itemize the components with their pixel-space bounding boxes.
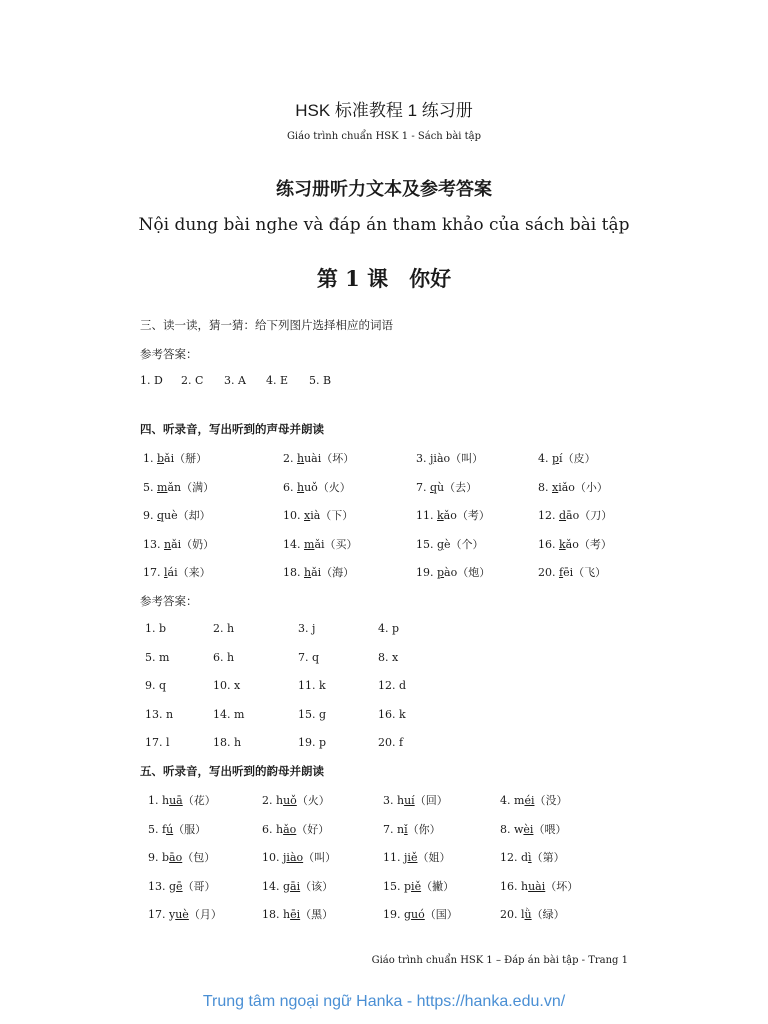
pinyin-rest: ǎi（奶）	[171, 537, 215, 551]
section4-answer-label: 参考答案：	[140, 594, 198, 608]
answer-item: 14. m	[213, 707, 245, 721]
item-number: 8.	[500, 822, 514, 836]
item-number: 12.	[538, 509, 559, 522]
item-number: 6.	[262, 822, 276, 836]
answer-item: 2. h	[213, 622, 235, 635]
item-number: 13.	[148, 879, 169, 893]
watermark-link[interactable]: Trung tâm ngoại ngữ Hanka - https://hanka.edu.vn/	[202, 993, 566, 1010]
final-exercise-item	[262, 878, 333, 894]
pinyin-initial: g	[283, 879, 291, 893]
final-exercise-item	[500, 906, 565, 922]
final-exercise-item	[262, 792, 330, 808]
answer-initial: h	[304, 566, 312, 579]
item-number: 1.	[143, 452, 157, 465]
final-exercise-item	[262, 906, 333, 922]
answer-final: uó	[411, 908, 425, 921]
answer-final: uǒ	[283, 794, 297, 807]
initial-exercise-item	[416, 564, 490, 580]
answer-item: 3. j	[298, 622, 316, 635]
answer-item: 16. k	[378, 707, 406, 721]
item-number: 9.	[143, 509, 157, 522]
initial-exercise-item	[143, 479, 214, 495]
item-number: 17.	[148, 908, 169, 921]
answer-initial: f	[559, 566, 564, 579]
item-number: 20.	[538, 566, 559, 579]
section-heading-vi: Nội dung bài nghe và đáp án tham khảo của sách bài tập	[138, 215, 630, 235]
item-number: 4.	[500, 794, 514, 807]
answer-item: 20. f	[378, 736, 404, 749]
pinyin-initial: w	[514, 822, 524, 836]
answer-final: ì	[528, 851, 532, 864]
answer-item: 18. h	[213, 736, 242, 749]
pinyin-initial: m	[514, 794, 525, 807]
answer-final: iào	[286, 851, 304, 864]
answer-item: 19. p	[298, 736, 327, 749]
item-number: 9.	[148, 851, 162, 864]
answer-final: iě	[411, 879, 422, 893]
pinyin-rest: ái（来）	[167, 566, 211, 579]
pinyin-initial: p	[404, 879, 412, 893]
item-number: 5.	[143, 480, 157, 494]
pinyin-initial: l	[521, 908, 525, 921]
pinyin-initial: n	[397, 822, 405, 836]
answer-initial: m	[304, 537, 315, 551]
item-number: 3.	[383, 794, 397, 807]
pinyin-initial: g	[169, 879, 177, 893]
answer-final: āi	[290, 879, 301, 893]
pinyin-rest: ǎi（买）	[314, 537, 358, 551]
final-exercise-item	[148, 906, 222, 922]
character-hint: （国）	[424, 908, 458, 921]
answer-item: 7. q	[298, 650, 320, 664]
item-number: 16.	[500, 879, 521, 893]
answer-initial: g	[437, 537, 445, 551]
pinyin-rest: í（皮）	[559, 452, 596, 465]
answer-initial: l	[164, 566, 168, 579]
character-hint: （回）	[414, 794, 448, 807]
character-hint: （该）	[300, 879, 334, 893]
pinyin-initial: d	[521, 851, 529, 864]
item-number: 8.	[538, 480, 552, 494]
answer-initial: m	[157, 480, 168, 494]
item-number: 7.	[416, 480, 430, 494]
initial-exercise-item	[283, 450, 354, 466]
item-number: 15.	[383, 879, 404, 893]
answer-initial: h	[297, 480, 305, 494]
pinyin-initial: b	[162, 851, 170, 864]
pinyin-rest: ào（炮）	[444, 566, 491, 579]
section5-title: 五、听录音，写出听到的韵母并朗读	[140, 764, 324, 778]
answer-item: 4. p	[378, 622, 400, 635]
pinyin-rest: uè（却）	[164, 509, 211, 522]
character-hint: （火）	[296, 794, 330, 807]
page-subtitle: Giáo trình chuẩn HSK 1 - Sách bài tập	[286, 131, 482, 142]
answer-initial: p	[437, 566, 445, 579]
answer-final: ǜ	[524, 908, 532, 921]
answer-item: 1. b	[145, 622, 167, 635]
pinyin-rest: ēi（飞）	[563, 566, 607, 579]
pinyin-rest: ǎo（考）	[565, 537, 612, 551]
item-number: 14.	[283, 537, 304, 551]
answer-initial: q	[430, 480, 438, 494]
initial-exercise-item	[538, 536, 612, 552]
final-exercise-item	[383, 878, 454, 894]
answer-initial: j	[430, 452, 434, 465]
pinyin-initial: h	[397, 794, 405, 807]
initial-exercise-item	[283, 507, 353, 523]
pinyin-initial: f	[162, 822, 167, 836]
character-hint: （没）	[534, 794, 568, 807]
initial-exercise-item	[416, 450, 483, 466]
answer-final: ēi	[290, 908, 301, 921]
item-number: 10.	[283, 509, 304, 522]
final-exercise-item	[500, 849, 565, 865]
pinyin-rest: uài（坏）	[304, 452, 355, 465]
final-exercise-item	[262, 821, 329, 837]
section4-title: 四、听录音，写出听到的声母并朗读	[140, 422, 324, 436]
initial-exercise-item	[416, 507, 490, 523]
pinyin-initial: h	[162, 794, 170, 807]
answer-item: 11. k	[298, 679, 326, 692]
pinyin-initial: g	[404, 908, 412, 921]
pinyin-rest: ià（下）	[310, 509, 354, 522]
final-exercise-item	[148, 821, 206, 837]
section3-answer: 3. A	[224, 374, 246, 387]
character-hint: （黑）	[300, 908, 334, 921]
answer-initial: n	[164, 537, 172, 551]
character-hint: （姐）	[417, 851, 451, 864]
answer-final: uè	[175, 908, 189, 921]
pinyin-initial: h	[276, 822, 284, 836]
character-hint: （坏）	[545, 879, 579, 893]
item-number: 3.	[416, 452, 430, 465]
item-number: 20.	[500, 908, 521, 921]
final-exercise-item	[500, 878, 578, 894]
answer-initial: d	[559, 509, 567, 522]
answer-initial: q	[157, 509, 165, 522]
character-hint: （好）	[296, 822, 330, 836]
pinyin-rest: iào（叫）	[433, 452, 484, 465]
item-number: 11.	[383, 851, 404, 864]
answer-final: ǎo	[283, 822, 297, 836]
pinyin-initial: h	[283, 908, 291, 921]
answer-initial: x	[552, 480, 559, 494]
answer-item: 15. g	[298, 707, 327, 721]
final-exercise-item	[148, 792, 216, 808]
section3-title: 三、读一读，猜一猜：给下列图片选择相应的词语	[140, 318, 393, 332]
character-hint: （撇）	[421, 879, 455, 893]
pinyin-rest: āo（刀）	[566, 509, 613, 522]
final-exercise-item	[262, 849, 336, 865]
item-number: 19.	[416, 566, 437, 579]
initial-exercise-item	[538, 450, 596, 466]
answer-item: 9. q	[145, 679, 167, 692]
initial-exercise-item	[416, 479, 477, 495]
character-hint: （绿）	[531, 908, 565, 921]
character-hint: （喂）	[533, 822, 567, 836]
character-hint: （服）	[173, 822, 207, 836]
initial-exercise-item	[143, 507, 211, 523]
answer-final: uí	[404, 794, 415, 807]
section3-answer-label: 参考答案：	[140, 347, 198, 361]
section3-answer: 2. C	[181, 374, 204, 387]
pinyin-initial: j	[404, 851, 408, 864]
pinyin-rest: uǒ（火）	[304, 480, 351, 494]
initial-exercise-item	[143, 450, 207, 466]
answer-item: 10. x	[213, 679, 241, 692]
final-exercise-item	[500, 792, 567, 808]
character-hint: （叫）	[303, 851, 337, 864]
initial-exercise-item	[538, 507, 612, 523]
pinyin-rest: è（个）	[444, 537, 484, 551]
answer-final: éi	[524, 794, 535, 807]
answer-initial: h	[297, 452, 305, 465]
item-number: 13.	[143, 537, 164, 551]
item-number: 6.	[283, 480, 297, 494]
pinyin-rest: iǎo（小）	[558, 480, 608, 494]
character-hint: （包）	[182, 851, 216, 864]
initial-exercise-item	[538, 479, 608, 495]
item-number: 2.	[262, 794, 276, 807]
answer-final: iě	[407, 851, 418, 864]
final-exercise-item	[500, 821, 566, 837]
section3-answer: 5. B	[309, 374, 332, 387]
answer-final: uā	[169, 794, 183, 807]
initial-exercise-item	[416, 536, 484, 552]
item-number: 5.	[148, 822, 162, 836]
section3-answer: 1. D	[140, 374, 163, 387]
answer-final: ē	[176, 879, 183, 893]
answer-initial: p	[552, 452, 560, 465]
final-exercise-item	[383, 792, 448, 808]
pinyin-initial: h	[521, 879, 529, 893]
pinyin-rest: ǎo（考）	[443, 509, 490, 522]
answer-initial: k	[559, 537, 566, 551]
item-number: 18.	[262, 908, 283, 921]
initial-exercise-item	[283, 564, 354, 580]
character-hint: （花）	[182, 794, 216, 807]
item-number: 15.	[416, 537, 437, 551]
answer-item: 8. x	[378, 650, 399, 664]
answer-initial: x	[304, 509, 311, 522]
answer-final: uài	[528, 879, 546, 893]
initial-exercise-item	[143, 536, 214, 552]
initial-exercise-item	[538, 564, 606, 580]
page-title: HSK 标准教程 1 练习册	[295, 101, 473, 120]
item-number: 12.	[500, 851, 521, 864]
final-exercise-item	[383, 906, 458, 922]
pinyin-initial: j	[283, 851, 287, 864]
pinyin-initial: y	[169, 908, 176, 921]
initial-exercise-item	[283, 479, 351, 495]
character-hint: （第）	[531, 851, 565, 864]
item-number: 4.	[538, 452, 552, 465]
final-exercise-item	[148, 878, 216, 894]
character-hint: （你）	[407, 822, 441, 836]
answer-initial: b	[157, 452, 165, 465]
pinyin-initial: h	[276, 794, 284, 807]
item-number: 10.	[262, 851, 283, 864]
answer-item: 5. m	[145, 650, 170, 664]
character-hint: （哥）	[182, 879, 216, 893]
answer-item: 17. l	[145, 736, 170, 749]
pinyin-rest: ǎn（满）	[167, 480, 215, 494]
answer-item: 13. n	[145, 707, 174, 721]
lesson-title: 第 1 课 你好	[316, 266, 452, 291]
item-number: 14.	[262, 879, 283, 893]
page-footer: Giáo trình chuẩn HSK 1 – Đáp án bài tập - Trang 1	[371, 955, 628, 966]
pinyin-rest: ù（去）	[437, 480, 478, 494]
answer-final: āo	[169, 851, 183, 864]
character-hint: （月）	[188, 908, 222, 921]
initial-exercise-item	[143, 564, 211, 580]
answer-final: ú	[166, 822, 174, 836]
answer-initial: k	[437, 509, 444, 522]
item-number: 16.	[538, 537, 559, 551]
item-number: 18.	[283, 566, 304, 579]
pinyin-rest: ǎi（海）	[311, 566, 355, 579]
section-heading: 练习册听力文本及参考答案	[276, 179, 492, 200]
answer-item: 12. d	[378, 679, 407, 692]
item-number: 17.	[143, 566, 164, 579]
item-number: 7.	[383, 822, 397, 836]
item-number: 2.	[283, 452, 297, 465]
pinyin-rest: ǎi（掰）	[164, 452, 208, 465]
item-number: 19.	[383, 908, 404, 921]
section3-answer: 4. E	[266, 374, 289, 387]
item-number: 11.	[416, 509, 437, 522]
final-exercise-item	[383, 849, 450, 865]
final-exercise-item	[383, 821, 441, 837]
answer-final: ǐ	[404, 822, 408, 836]
answer-final: èi	[523, 822, 534, 836]
initial-exercise-item	[283, 536, 358, 552]
final-exercise-item	[148, 849, 215, 865]
answer-item: 6. h	[213, 650, 235, 664]
item-number: 1.	[148, 794, 162, 807]
